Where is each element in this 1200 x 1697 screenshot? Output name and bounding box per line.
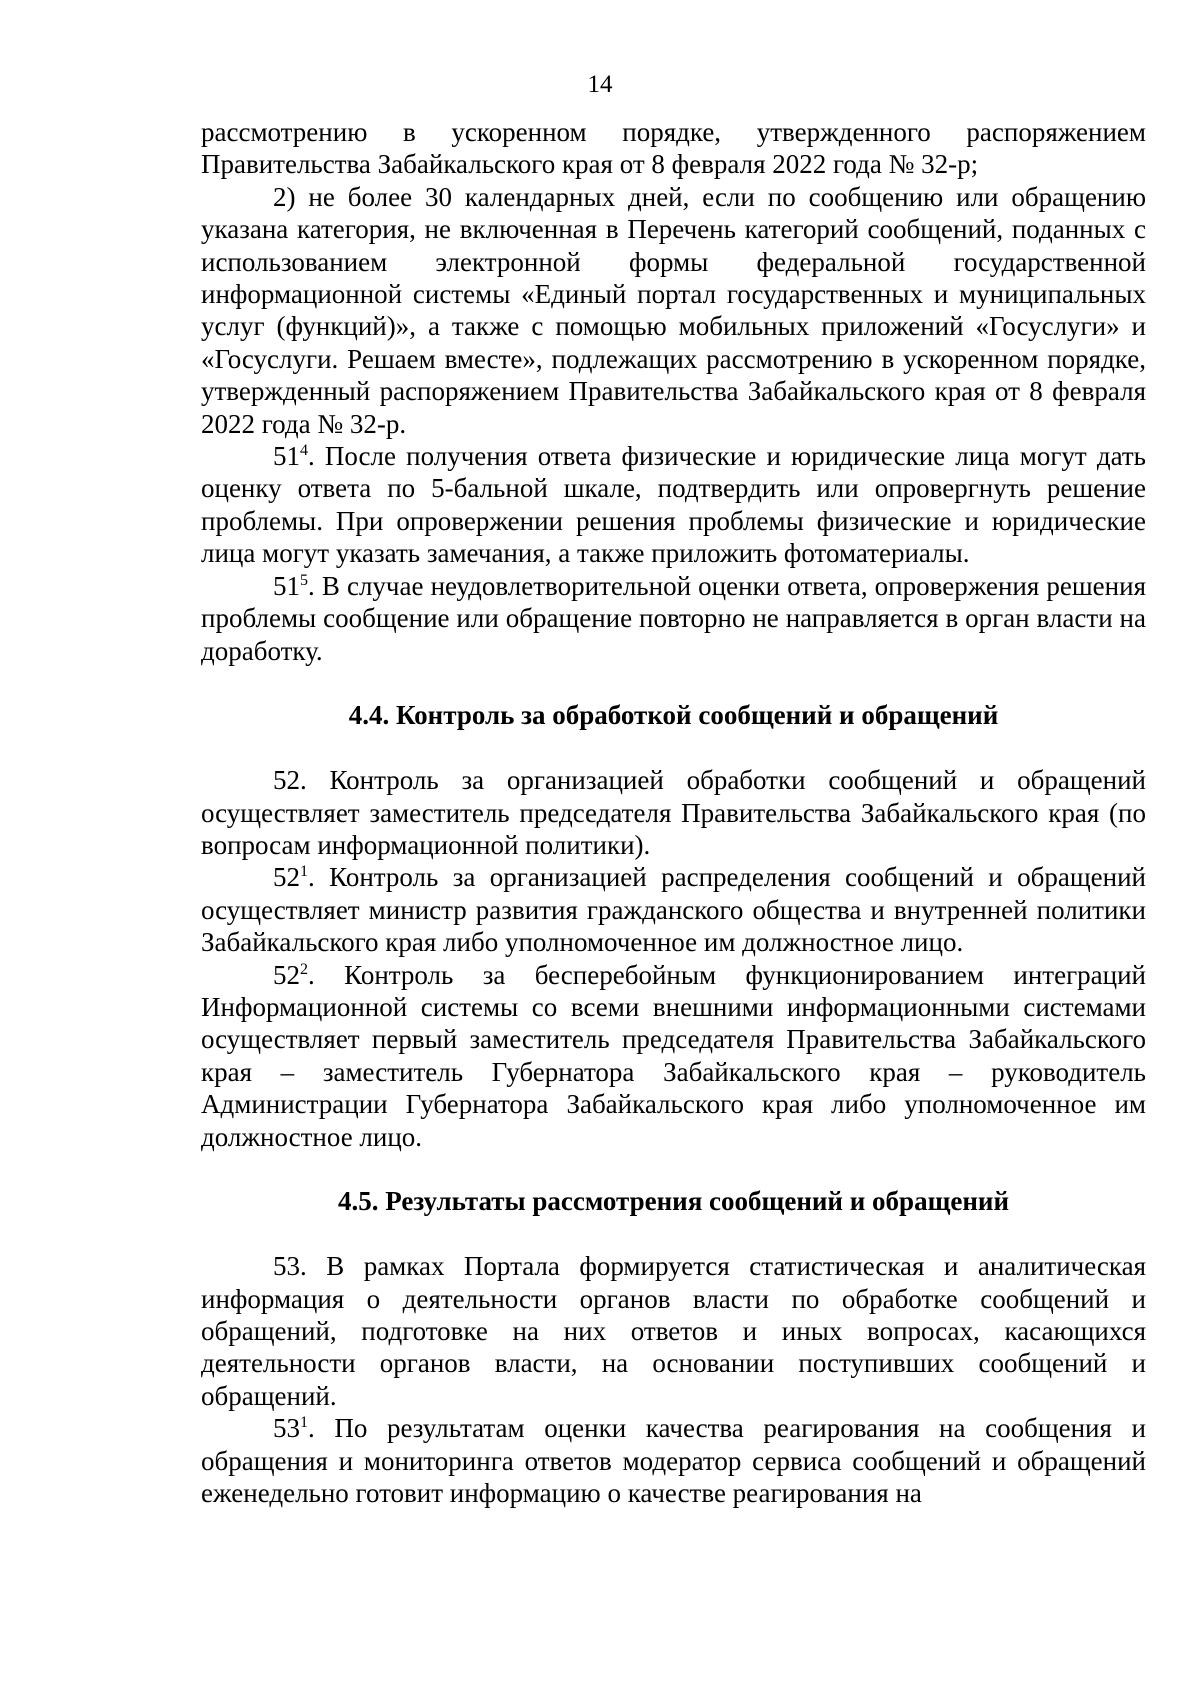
document-body xyxy=(201,116,1146,1509)
paragraph-item-2: 2) не более 30 календарных дней, если по сообщению или обращению указана категория, не включенная в Перечень категорий сообщений, поданных с использованием электронной формы федеральной государственной информационной системы «Единый портал государственных и муниципальных услуг (функций)», а также с помощью мобильных приложений «Госуслуги» и «Госуслуги. Решаем вместе», подлежащих рассмотрению в ускоренном порядке, утвержденный распоряжением Правительства Забайкальского края от 8 февраля 2022 года № 32-р. xyxy=(201,181,1146,439)
spacer xyxy=(201,732,1146,764)
section-heading-4-4: 4.4. Контроль за обработкой сообщений и обращений xyxy=(348,700,999,731)
paragraph-52-2 xyxy=(201,959,1146,1153)
paragraph-53-1 xyxy=(201,1412,1146,1509)
paragraph-51-4 xyxy=(201,440,1146,570)
clause-number: 53 xyxy=(273,1413,300,1444)
clause-text: . Контроль за организацией распределения сообщений и обращений осуществляет министр развития гражданского общества и внутренней политики Забайкальского края либо уполномоченное им должностное лицо. xyxy=(201,862,1146,958)
clause-superscript: 4 xyxy=(300,442,308,460)
paragraph-continuation: рассмотрению в ускоренном порядке, утвержденного распоряжением Правительства Забайкальского края от 8 февраля 2022 года № 32-р; xyxy=(201,117,1146,180)
clause-number: 51 xyxy=(273,441,300,472)
clause-text: . В случае неудовлетворительной оценки ответа, опровержения решения проблемы сообщение или обращение повторно не направляется в орган власти на доработку. xyxy=(201,570,1146,666)
clause-superscript: 1 xyxy=(300,863,308,881)
clause-superscript: 1 xyxy=(300,1414,308,1432)
spacer xyxy=(201,1153,1146,1185)
clause-superscript: 5 xyxy=(300,571,308,589)
clause-superscript: 2 xyxy=(300,960,308,978)
spacer xyxy=(201,667,1146,699)
paragraph-52: 52. Контроль за организацией обработки сообщений и обращений осуществляет заместитель председателя Правительства Забайкальского края (по вопросам информационной политики). xyxy=(201,765,1146,860)
clause-number: 51 xyxy=(273,570,300,601)
clause-text: . После получения ответа физические и юридические лица могут дать оценку ответа по 5-бальной шкале, подтвердить или опровергнуть решение проблемы. При опровержении решения проблемы физические и юридические лица могут указать замечания, а также приложить фотоматериалы. xyxy=(201,441,1146,569)
page-number: 14 xyxy=(587,71,613,98)
clause-number: 52 xyxy=(273,862,300,893)
clause-number: 52 xyxy=(273,959,300,990)
spacer xyxy=(201,1218,1146,1250)
paragraph-51-5 xyxy=(201,570,1146,667)
clause-text: . По результатам оценки качества реагирования на сообщения и обращения и мониторинга ответов модератор сервиса сообщений и обращений еженедельно готовит информацию о качестве реагирования на xyxy=(201,1413,1146,1508)
section-heading-4-5: 4.5. Результаты рассмотрения сообщений и обращений xyxy=(337,1186,1010,1217)
paragraph-53: 53. В рамках Портала формируется статистическая и аналитическая информация о деятельности органов власти по обработке сообщений и обращений, подготовке на них ответов и иных вопросах, касающихся деятельности органов власти, на основании поступивших сообщений и обращений. xyxy=(201,1251,1146,1411)
clause-text: . Контроль за бесперебойным функционированием интеграций Информационной системы со всеми внешними информационными системами осуществляет первый заместитель председателя Правительства Забайкальского края – заместитель Губернатора Забайкальского края – руководитель Администрации Губернатора Забайкальского края либо уполномоченное им должностное лицо. xyxy=(201,959,1146,1152)
paragraph-52-1 xyxy=(201,861,1146,958)
